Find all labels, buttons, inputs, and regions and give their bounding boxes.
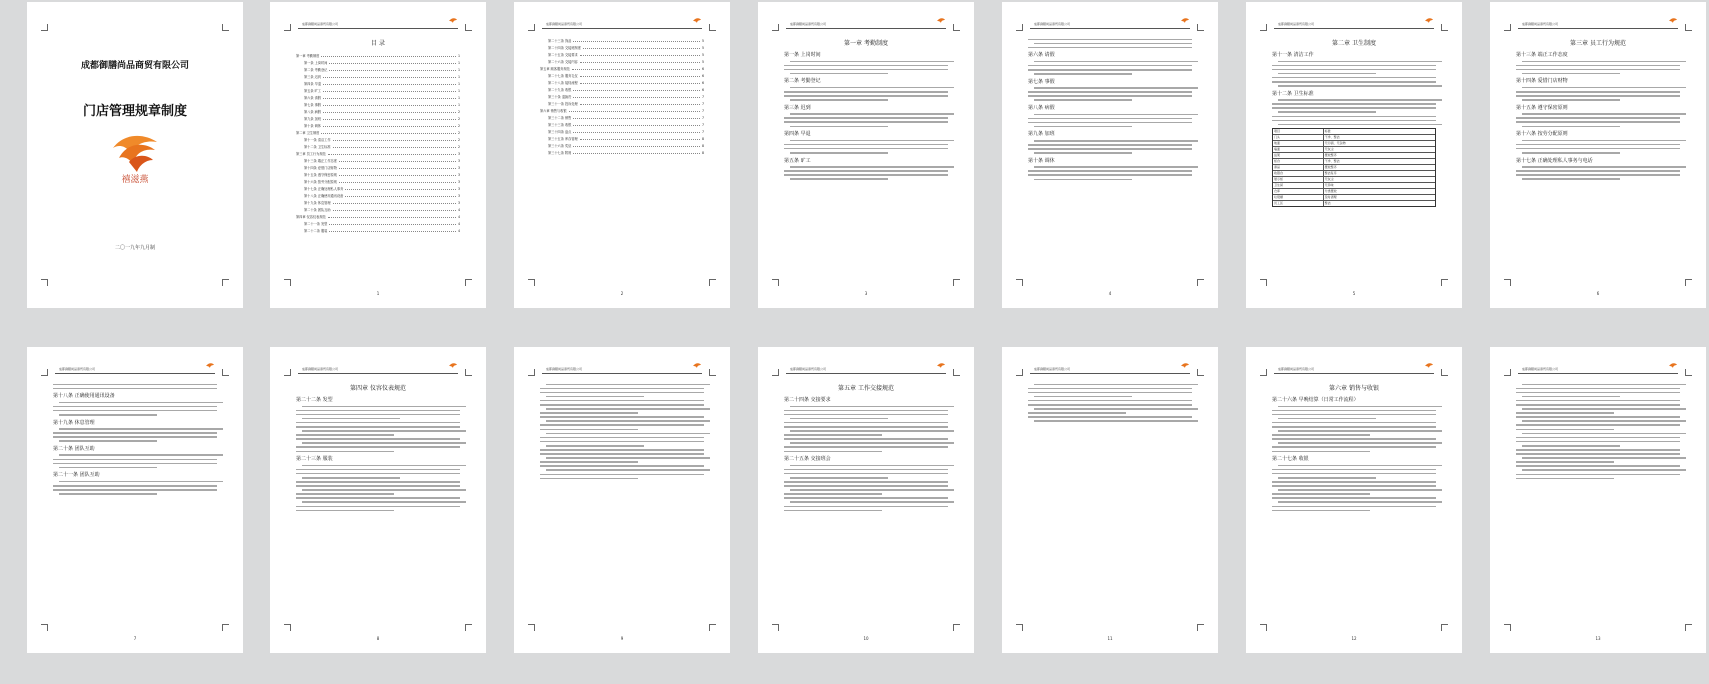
table-row: 项目 标准 [1273, 129, 1435, 135]
toc-list [296, 51, 460, 233]
section-heading: 第六条 请假 [1028, 52, 1055, 59]
toc-entry[interactable]: 第六条 请假 1 [304, 96, 460, 100]
header-logo-icon [936, 17, 946, 27]
header-text: 成都御膳尚品商贸有限公司 [1278, 367, 1315, 371]
crop-mark [772, 279, 779, 286]
section-heading: 第十六条 按劳分配原则 [1516, 131, 1568, 138]
chapter-title: 第二章 卫生制度 [1332, 40, 1376, 47]
page-7[interactable] [27, 347, 243, 653]
toc-entry[interactable]: 第三十五条 库存管理 8 [548, 137, 704, 141]
crop-mark [222, 279, 229, 286]
header-logo-icon [1424, 362, 1434, 372]
toc-entry[interactable]: 第二十四条 交接班制度 5 [548, 46, 704, 50]
toc-entry[interactable]: 第二十八条 接待流程 6 [548, 81, 704, 85]
toc-list [540, 36, 704, 155]
toc-entry[interactable]: 第三十一条 投诉处理 7 [548, 102, 704, 106]
table-row: 门头 干净、整洁 [1273, 135, 1435, 141]
crop-mark [709, 24, 716, 31]
toc-entry[interactable]: 第三条 迟到 1 [304, 75, 460, 79]
page-header [298, 16, 458, 29]
toc-entry[interactable]: 第十八条 正确使用通讯设备 3 [304, 194, 460, 198]
page-header [542, 16, 702, 29]
crop-mark [1504, 369, 1511, 376]
table-row: 仓库 分类摆放 [1273, 189, 1435, 195]
section-list [1272, 51, 1436, 125]
toc-entry[interactable]: 第三十六条 奖惩 8 [548, 144, 704, 148]
crop-mark [1016, 24, 1023, 31]
page-5[interactable] [1246, 2, 1462, 308]
header-text: 成都御膳尚品商贸有限公司 [302, 367, 339, 371]
page-13[interactable] [1490, 347, 1706, 653]
crop-mark [1260, 24, 1267, 31]
section-list [784, 396, 948, 511]
table-row: 收银台 整洁有序 [1273, 171, 1435, 177]
toc-entry[interactable]: 第三章 员工行为规范 3 [296, 152, 460, 156]
page-9[interactable] [514, 347, 730, 653]
page-header [55, 361, 215, 374]
page-number: 3 [864, 291, 868, 296]
toc-entry[interactable]: 第二十九条 收银 6 [548, 88, 704, 92]
page-header [1518, 361, 1678, 374]
toc-entry[interactable]: 第八条 病假 2 [304, 110, 460, 114]
section-list [1516, 51, 1680, 180]
crop-mark [1504, 279, 1511, 286]
crop-mark [1260, 624, 1267, 631]
section-list [1028, 51, 1192, 180]
table-row: 地面 无污渍、无杂物 [1273, 141, 1435, 147]
toc-entry[interactable]: 第二条 考勤登记 1 [304, 68, 460, 72]
crop-mark [709, 279, 716, 286]
page-12[interactable] [1246, 347, 1462, 653]
header-logo-icon [1180, 17, 1190, 27]
section-heading: 第十三条 端正工作态度 [1516, 52, 1568, 58]
body-text [1516, 381, 1680, 482]
table-row: 垃圾桶 及时清理 [1273, 195, 1435, 201]
crop-mark [953, 24, 960, 31]
crop-mark [1197, 369, 1204, 376]
section-heading: 第二十三条 服装 [296, 456, 333, 463]
header-logo-icon [205, 362, 215, 372]
page-header [1030, 361, 1190, 374]
page-toc-2[interactable] [514, 2, 730, 308]
toc-entry[interactable]: 第四章 仪容仪表规范 4 [296, 215, 460, 219]
crop-mark [1685, 279, 1692, 286]
page-number: 9 [620, 636, 624, 641]
crop-mark [284, 279, 291, 286]
toc-entry[interactable]: 第十九条 休息管理 3 [304, 201, 460, 205]
header-text: 成都御膳尚品商贸有限公司 [1522, 22, 1559, 26]
page-toc-1[interactable] [270, 2, 486, 308]
toc-entry[interactable]: 第三十三条 收银 7 [548, 123, 704, 127]
toc-entry[interactable]: 第一条 上岗时间 1 [304, 61, 460, 65]
body-text [540, 381, 704, 482]
section-heading: 第七条 事假 [1028, 78, 1055, 85]
section-heading: 第十七条 正确处理私人事务与电话 [1516, 157, 1593, 164]
section-heading: 第九条 加班 [1028, 131, 1055, 138]
page-header [298, 361, 458, 374]
page-header [786, 361, 946, 374]
header-text: 成都御膳尚品商贸有限公司 [1278, 22, 1315, 26]
crop-mark [41, 624, 48, 631]
crop-mark [284, 24, 291, 31]
chapter-title: 第一章 考勤制度 [844, 40, 888, 47]
page-6[interactable] [1490, 2, 1706, 308]
table-row: 商品 摆放整齐 [1273, 165, 1435, 171]
crop-mark [41, 369, 48, 376]
section-list [53, 392, 217, 495]
toc-entry[interactable]: 第十二条 卫生标准 2 [304, 145, 460, 149]
section-heading: 第十一条 清洁工作 [1272, 52, 1314, 58]
section-list [784, 51, 948, 180]
crop-mark [222, 24, 229, 31]
toc-entry[interactable]: 第十三条 端正工作态度 3 [304, 159, 460, 163]
page-number: 1 [376, 291, 380, 296]
header-text: 成都御膳尚品商贸有限公司 [59, 367, 96, 371]
section-heading: 第二十一条 团队互助 [53, 472, 100, 479]
toc-entry[interactable]: 第十七条 正确处理私人事务 3 [304, 187, 460, 191]
toc-entry[interactable]: 第二章 卫生制度 2 [296, 131, 460, 135]
toc-entry[interactable]: 第七条 事假 1 [304, 103, 460, 107]
crop-mark [528, 624, 535, 631]
crop-mark [465, 24, 472, 31]
crop-mark [1441, 24, 1448, 31]
header-logo-icon [692, 362, 702, 372]
table-row: 展示柜 无灰尘 [1273, 177, 1435, 183]
section-heading: 第二十四条 交接要求 [784, 397, 831, 403]
page-4[interactable] [1002, 2, 1218, 308]
crop-mark [1016, 369, 1023, 376]
toc-entry[interactable]: 第二十三条 饰品 5 [548, 39, 704, 43]
toc-entry[interactable]: 第六章 销售与收银 7 [540, 109, 704, 113]
crop-mark [709, 624, 716, 631]
page-header [1518, 16, 1678, 29]
toc-entry[interactable]: 第十四条 爱惜门店财物 3 [304, 166, 460, 170]
page-number: 10 [863, 636, 869, 641]
section-heading: 第二十七条 收银 [1272, 456, 1309, 463]
crop-mark [465, 279, 472, 286]
toc-entry[interactable]: 第十一条 清洁工作 2 [304, 138, 460, 142]
chapter-title: 第五章 工作交接规范 [838, 385, 894, 392]
crop-mark [222, 624, 229, 631]
toc-entry[interactable]: 第二十条 团队互助 4 [304, 208, 460, 212]
header-text: 成都御膳尚品商贸有限公司 [1034, 367, 1071, 371]
section-heading: 第四条 早退 [784, 131, 811, 138]
crop-mark [284, 369, 291, 376]
toc-entry[interactable]: 第一章 考勤制度 1 [296, 54, 460, 58]
page-cover[interactable] [27, 2, 243, 308]
crop-mark [709, 369, 716, 376]
crop-mark [1016, 624, 1023, 631]
crop-mark [1504, 24, 1511, 31]
section-heading: 第十二条 卫生标准 [1272, 90, 1314, 97]
toc-entry[interactable]: 第三十条 退换货 7 [548, 95, 704, 99]
page-number: 6 [1596, 291, 1600, 296]
cover-company: 成都御膳尚品商贸有限公司 [80, 61, 189, 71]
section-heading: 第十九条 休息管理 [53, 419, 95, 426]
crop-mark [1685, 24, 1692, 31]
crop-mark [222, 369, 229, 376]
table-row: 卫生间 无异味 [1273, 183, 1435, 189]
crop-mark [953, 369, 960, 376]
toc-entry[interactable]: 第二十七条 服务礼仪 6 [548, 74, 704, 78]
header-logo-icon [448, 17, 458, 27]
header-logo-icon [936, 362, 946, 372]
chapter-title: 第三章 员工行为规范 [1570, 40, 1626, 47]
toc-entry[interactable]: 第十六条 按劳分配原则 3 [304, 180, 460, 184]
section-heading: 第五条 旷工 [784, 157, 811, 164]
cover-title: 门店管理规章制度 [82, 104, 187, 119]
cover-date: 二〇一九年九月制 [114, 245, 155, 251]
header-logo-icon [1180, 362, 1190, 372]
page-number: 12 [1351, 636, 1357, 641]
page-number: 5 [1352, 291, 1356, 296]
section-heading: 第三条 迟到 [784, 104, 811, 111]
header-logo-icon [1424, 17, 1434, 27]
section-heading: 第二十条 团队互助 [53, 445, 95, 452]
crop-mark [1260, 369, 1267, 376]
section-heading: 第十五条 遵守保密原则 [1516, 104, 1568, 111]
section-list [1272, 396, 1436, 511]
cover-brand: 禧滋燕 [121, 175, 149, 185]
crop-mark [1441, 624, 1448, 631]
toc-entry[interactable]: 第九条 加班 2 [304, 117, 460, 121]
section-heading: 第二十五条 交接班会 [784, 456, 831, 463]
toc-entry[interactable]: 第五章 顾客服务规范 6 [540, 67, 704, 71]
toc-entry[interactable]: 第二十六条 交接内容 5 [548, 60, 704, 64]
page-number: 8 [376, 636, 380, 641]
page-header [542, 361, 702, 374]
crop-mark [953, 279, 960, 286]
section-heading: 第十八条 正确使用通讯设备 [53, 393, 115, 400]
section-heading: 第二十六条 早晚结算（日常工作流程） [1272, 397, 1359, 403]
toc-entry[interactable]: 第三十七条 附则 8 [548, 151, 704, 155]
crop-mark [465, 624, 472, 631]
crop-mark [528, 279, 535, 286]
header-text: 成都御膳尚品商贸有限公司 [302, 22, 339, 26]
toc-entry[interactable]: 第二十二条 服装 4 [304, 229, 460, 233]
header-text: 成都御膳尚品商贸有限公司 [1034, 22, 1071, 26]
page-11[interactable] [1002, 347, 1218, 653]
header-logo-icon [1668, 362, 1678, 372]
section-heading: 第十四条 爱惜门店财物 [1516, 78, 1568, 85]
toc-entry[interactable]: 第二十五条 交接要求 5 [548, 53, 704, 57]
toc-entry[interactable]: 第三十二条 销售 7 [548, 116, 704, 120]
toc-entry[interactable]: 第四条 早退 1 [304, 82, 460, 86]
body-text [1028, 381, 1192, 424]
header-text: 成都御膳尚品商贸有限公司 [546, 22, 583, 26]
header-logo-icon [448, 362, 458, 372]
crop-mark [528, 369, 535, 376]
crop-mark [1016, 279, 1023, 286]
crop-mark [772, 24, 779, 31]
crop-mark [1685, 369, 1692, 376]
crop-mark [528, 24, 535, 31]
page-8[interactable] [270, 347, 486, 653]
page-header [1030, 16, 1190, 29]
page-header [786, 16, 946, 29]
chapter-title: 第四章 仪容仪表规范 [350, 385, 406, 392]
crop-mark [1197, 624, 1204, 631]
crop-mark [772, 369, 779, 376]
page-number: 4 [1108, 291, 1112, 296]
page-number: 11 [1107, 636, 1113, 641]
crop-mark [1504, 624, 1511, 631]
toc-entry[interactable]: 第三十四条 盘点 7 [548, 130, 704, 134]
section-list [296, 396, 460, 511]
crop-mark [41, 279, 48, 286]
toc-entry[interactable]: 第二十一条 发型 4 [304, 222, 460, 226]
crop-mark [953, 624, 960, 631]
section-heading: 第二条 考勤登记 [784, 78, 821, 85]
page-number: 7 [133, 636, 137, 641]
crop-mark [772, 624, 779, 631]
header-text: 成都御膳尚品商贸有限公司 [790, 367, 827, 371]
toc-entry[interactable]: 第十五条 遵守保密原则 3 [304, 173, 460, 177]
crop-mark [1260, 279, 1267, 286]
page-header [1274, 361, 1434, 374]
toc-title: 目 录 [371, 40, 385, 47]
chapter-title: 第六章 销售与收银 [1329, 385, 1379, 392]
section-heading: 第八条 病假 [1028, 105, 1055, 112]
crop-mark [465, 369, 472, 376]
header-text: 成都御膳尚品商贸有限公司 [546, 367, 583, 371]
toc-entry[interactable]: 第五条 旷工 1 [304, 89, 460, 93]
crop-mark [1197, 24, 1204, 31]
section-heading: 第一条 上岗时间 [784, 52, 821, 58]
page-3[interactable] [758, 2, 974, 308]
hygiene-standard-table [1272, 128, 1436, 207]
crop-mark [1441, 279, 1448, 286]
table-row: 柜台 干净、整洁 [1273, 159, 1435, 165]
page-10[interactable] [758, 347, 974, 653]
header-logo-icon [692, 17, 702, 27]
header-text: 成都御膳尚品商贸有限公司 [790, 22, 827, 26]
table-row: 员工区 整洁 [1274, 200, 1331, 205]
header-logo-icon [1668, 17, 1678, 27]
header-text: 成都御膳尚品商贸有限公司 [1522, 367, 1559, 371]
page-number: 13 [1595, 636, 1601, 641]
toc-entry[interactable]: 第十条 调休 2 [304, 124, 460, 128]
section-heading: 第十条 调休 [1028, 157, 1055, 164]
crop-mark [1685, 624, 1692, 631]
page-number: 2 [620, 291, 624, 296]
table-row: 货架 摆放整齐 [1273, 153, 1435, 159]
table-row: 墙面 无灰尘 [1273, 147, 1435, 153]
section-heading: 第二十二条 发型 [296, 397, 333, 403]
crop-mark [41, 24, 48, 31]
page-header [1274, 16, 1434, 29]
crop-mark [1441, 369, 1448, 376]
crop-mark [1197, 279, 1204, 286]
crop-mark [284, 624, 291, 631]
